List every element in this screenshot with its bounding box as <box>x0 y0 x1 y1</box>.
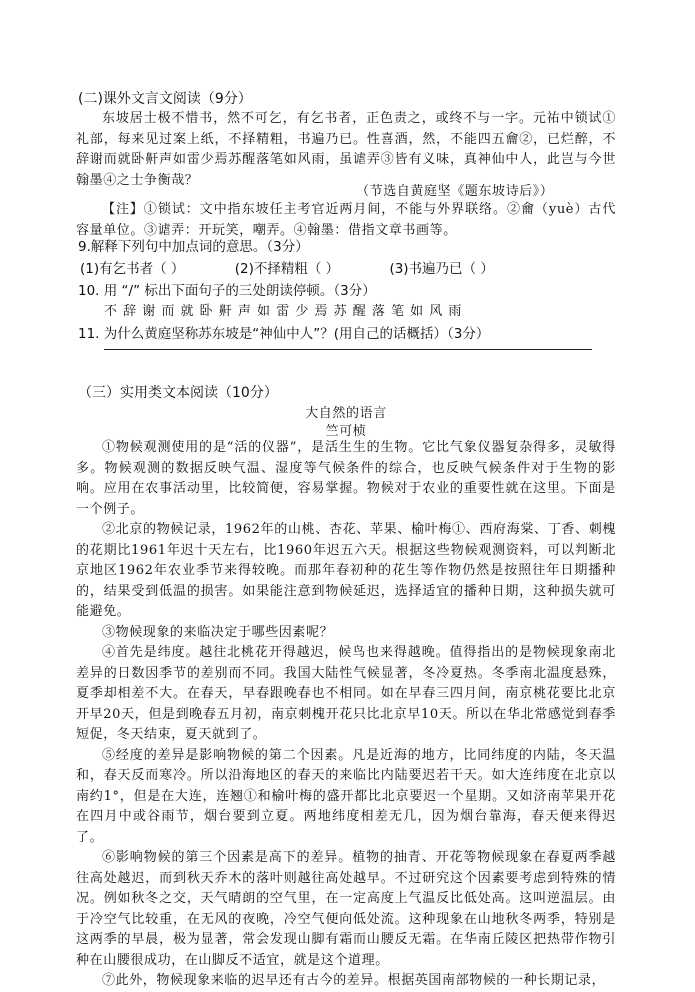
notes-text: 【注】①锁试：文中指东坡任主考官近两月间，不能与外界联络。②龠（yuè）古代容量单位。③谑弄：开玩笑，嘲弄。④翰墨：借指文章书画等。 <box>76 202 616 238</box>
article-title: 大自然的语言 <box>305 406 387 421</box>
article-paragraph: ①物候观测使用的是“活的仪器”，是活生生的生物。它比气象仪器复杂得多，灵敏得多。物候观测的数据反映气温、湿度等气候条件的综合，也反映气候条件对于生物的影响。应用在农事活动里，比较简便，容易掌握。物候对于农业的重要性就在这里。下面是一个例子。 <box>76 440 616 517</box>
answer-line <box>104 349 592 350</box>
question-11: 11. 为什么黄庭坚称苏东坡是“神仙中人”？(用自己的话概括）（3分） <box>78 326 490 342</box>
article-paragraph: ⑤经度的差异是影响物候的第二个因素。凡是近海的地方，比同纬度的内陆，冬天温和，春天反而寒冷。所以沿海地区的春天的来临比内陆要迟若干天。如大连纬度在北京以南约1°，但是在大连，连翘①和榆叶梅的盛开都比北京要迟一个星期。又如济南苹果开花在四月中或谷雨节，烟台要到立夏。两地纬度相差无几，因为烟台靠海，春天便来得迟了。 <box>76 747 616 845</box>
section2-title: (二)课外文言文阅读（9分） <box>78 91 252 107</box>
question-9-options <box>80 257 494 277</box>
article-body <box>76 438 616 992</box>
q9-option-1: (1)有乞书者（ ） <box>80 261 185 277</box>
section2-passage <box>76 109 616 191</box>
question-9: 9.解释下列句中加点词的意思。（3分） <box>78 239 309 255</box>
article-author: 竺可桢 <box>325 424 367 439</box>
passage-source: （节选自黄庭坚《题东坡诗后》） <box>356 184 554 199</box>
passage-text: 东坡居士极不惜书，然不可乞，有乞书者，正色责之，或终不与一字。元祐中锁试①礼部，每来见过案上纸，不择精粗，书遍乃已。性喜酒，然，不能四五龠②，已烂醉，不辞谢而就卧鼾声如雷少焉苏醒落笔如风雨，虽谑弄③皆有义味，真神仙中人，此岂与今世翰墨④之士争衡哉？ <box>76 111 616 188</box>
article-paragraph: ⑦此外，物候现象来临的迟早还有古今的差异。根据英国南部物候的一种长期记录， <box>102 973 606 988</box>
q9-option-2: (2)不择精粗（ ） <box>234 261 340 277</box>
article-paragraph: ④首先是纬度。越往北桃花开得越迟，候鸟也来得越晚。值得指出的是物候现象南北差异的日数因季节的差别而不同。我国大陆性气候显著，冬冷夏热。冬季南北温度悬殊，夏季却相差不大。在春天，早春跟晚春也不相同。如在早春三四月间，南京桃花要比北京开早20天，但是到晚春五月初，南京刺槐开花只比北京早10天。所以在华北常感觉到春季短促，冬天结束，夏天就到了。 <box>76 645 616 742</box>
question-10-sentence: 不 辞 谢 而 就 卧 鼾 声 如 雷 少 焉 苏 醒 落 笔 如 风 雨 <box>104 304 463 319</box>
question-10: 10. 用 “/” 标出下面句子的三处朗读停顿。（3分） <box>78 283 376 299</box>
section3-title: （三）实用类文本阅读（10分） <box>78 385 278 401</box>
article-paragraph: ⑥影响物候的第三个因素是高下的差异。植物的抽青、开花等物候现象在春夏两季越往高处越迟，而到秋天乔木的落叶则越往高处越早。不过研究这个因素要考虑到特殊的情况。例如秋冬之交，天气晴朗的空气里，在一定高度上气温反比低处高。这叫逆温层。由于冷空气比较重，在无风的夜晚，冷空气便向低处流。这种现象在山地秋冬两季，特别是这两季的早晨，极为显著，常会发现山脚有霜而山腰反无霜。在华南丘陵区把热带作物引种在山腰很成功，在山脚反不适宜，就是这个道理。 <box>76 850 616 968</box>
article-paragraph: ③物候现象的来临决定于哪些因素呢？ <box>102 624 334 640</box>
article-paragraph: ②北京的物候记录，1962年的山桃、杏花、苹果、榆叶梅①、西府海棠、丁香、刺槐的花期比1961年迟十天左右，比1960年迟五六天。根据这些物候观测资料，可以判断北京地区1962年农业季节来得较晚。而那年春初种的花生等作物仍然是按照往年日期播种的，结果受到低温的损害。如果能注意到物候延迟，选择适宜的播种日期，这种损失就可能避免。 <box>76 522 616 619</box>
q9-option-3: (3)书遍乃已（ ） <box>389 261 494 277</box>
